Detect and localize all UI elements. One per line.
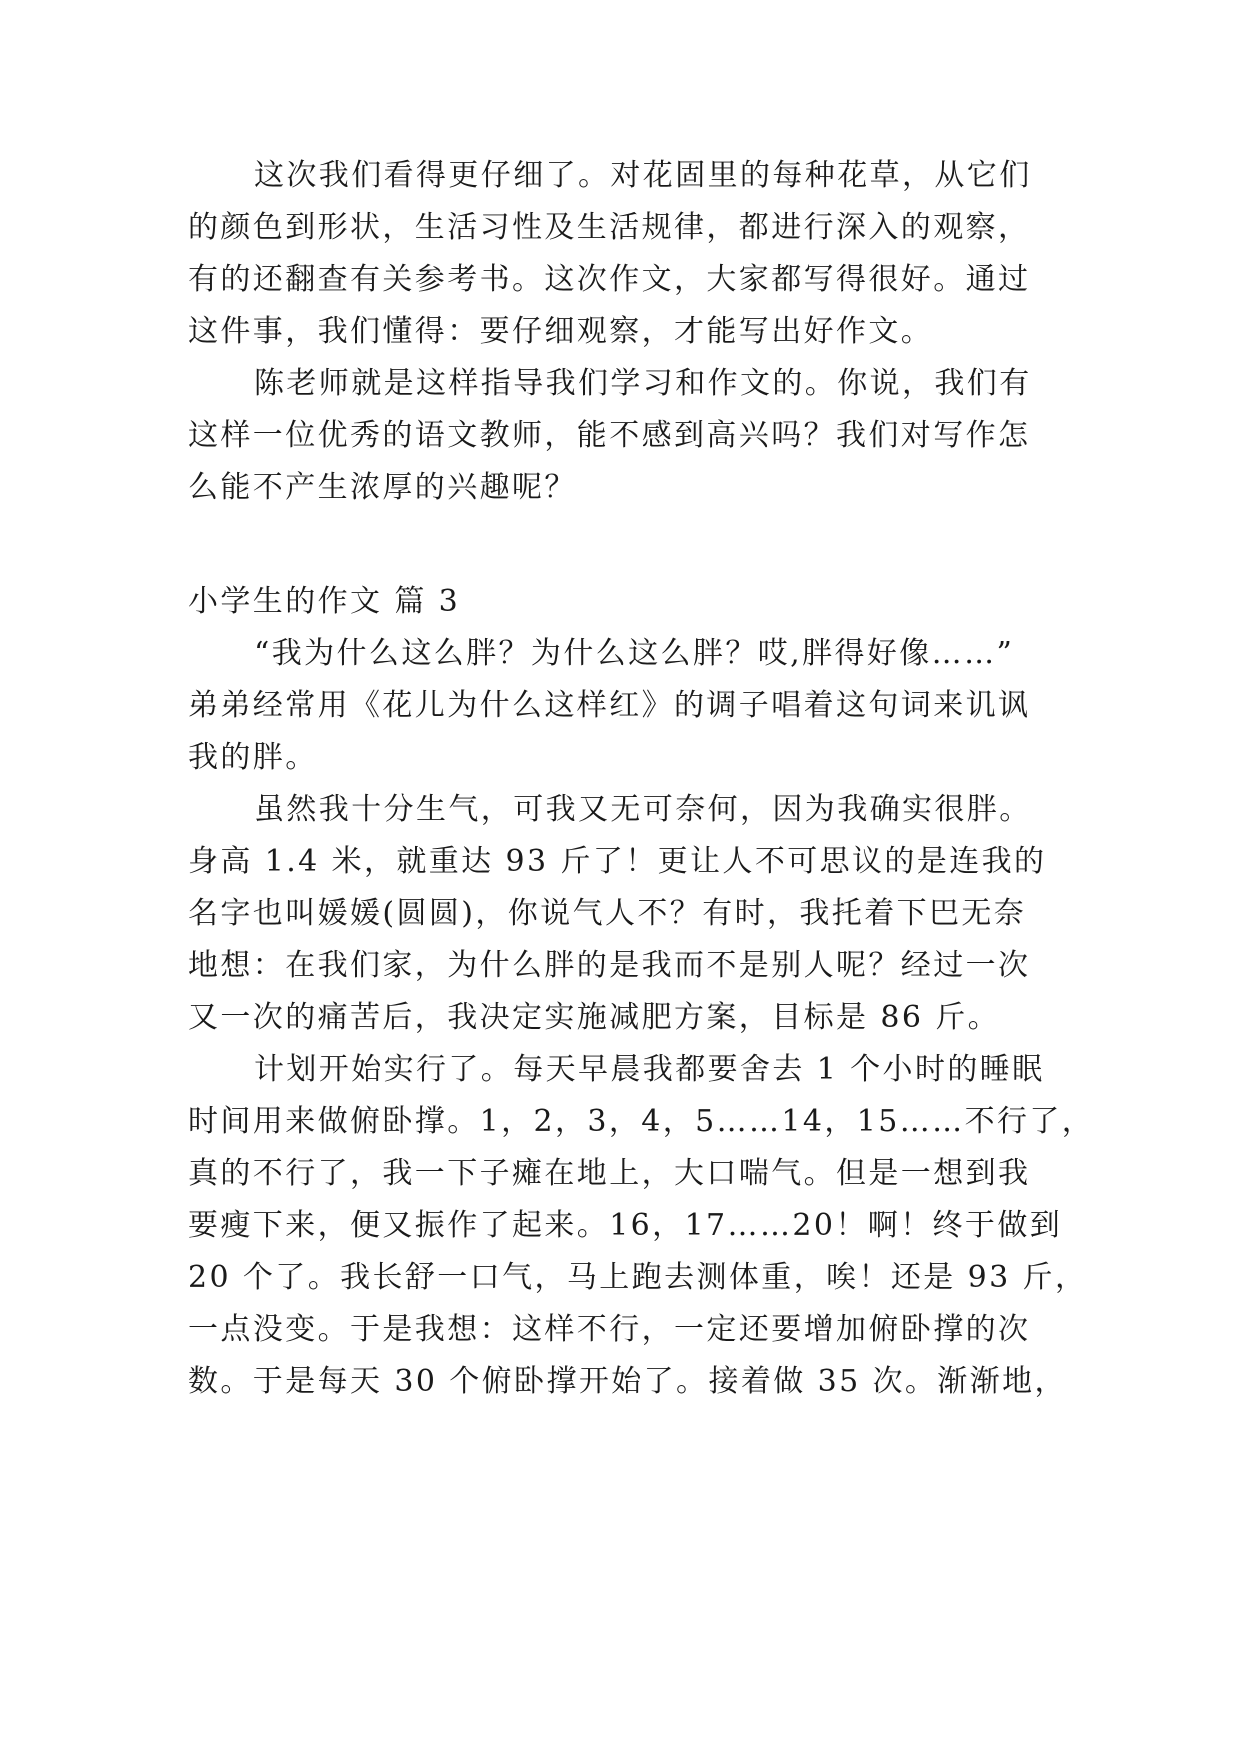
section-paragraph-3-line-1: 计划开始实行了。每天早晨我都要舍去 1 个小时的睡眠 — [254, 1052, 1045, 1087]
section-paragraph-1-line-2: 弟弟经常用《花儿为什么这样红》的调子唱着这句词来讥讽 — [188, 688, 1031, 723]
section-paragraph-3-line-3: 真的不行了，我一下子瘫在地上，大口喘气。但是一想到我 — [188, 1156, 1031, 1191]
section-paragraph-3-line-5: 20 个了。我长舒一口气，马上跑去测体重，唉！还是 93 斤， — [188, 1260, 1088, 1295]
section-paragraph-3-line-4: 要瘦下来，便又振作了起来。16，17……20！啊！终于做到 — [188, 1208, 1063, 1243]
paragraph-2-line-2: 这样一位优秀的语文教师，能不感到高兴吗？我们对写作怎 — [188, 418, 1031, 453]
section-paragraph-3-line-2: 时间用来做俯卧撑。1，2，3，4，5……14，15……不行了， — [188, 1104, 1095, 1139]
section-paragraph-2-line-4: 地想：在我们家，为什么胖的是我而不是别人呢？经过一次 — [188, 948, 1031, 983]
section-paragraph-2-line-2: 身高 1.4 米，就重达 93 斤了！更让人不可思议的是连我的 — [188, 844, 1047, 879]
section-paragraph-2-line-1: 虽然我十分生气，可我又无可奈何，因为我确实很胖。 — [254, 792, 1032, 827]
paragraph-1-line-3: 有的还翻查有关参考书。这次作文，大家都写得很好。通过 — [188, 262, 1031, 297]
paragraph-2-line-1: 陈老师就是这样指导我们学习和作文的。你说，我们有 — [254, 366, 1032, 401]
section-heading: 小学生的作文 篇 3 — [188, 584, 461, 619]
paragraph-1-line-2: 的颜色到形状，生活习性及生活规律，都进行深入的观察， — [188, 210, 1031, 245]
section-paragraph-1-line-1: “我为什么这么胖？为什么这么胖？哎,胖得好像……” — [254, 636, 1015, 671]
section-paragraph-3-line-7: 数。于是每天 30 个俯卧撑开始了。接着做 35 次。渐渐地， — [188, 1364, 1067, 1399]
section-paragraph-2-line-3: 名字也叫媛媛(圆圆)，你说气人不？有时，我托着下巴无奈 — [188, 896, 1027, 931]
paragraph-2-line-3: 么能不产生浓厚的兴趣呢？ — [188, 470, 577, 505]
paragraph-1-line-1: 这次我们看得更仔细了。对花固里的每种花草，从它们 — [254, 158, 1032, 193]
paragraph-1-line-4: 这件事，我们懂得：要仔细观察，才能写出好作文。 — [188, 314, 934, 349]
section-paragraph-1-line-3: 我的胖。 — [188, 740, 318, 775]
section-paragraph-2-line-5: 又一次的痛苦后，我决定实施减肥方案，目标是 86 斤。 — [188, 1000, 1001, 1035]
section-paragraph-3-line-6: 一点没变。于是我想：这样不行，一定还要增加俯卧撑的次 — [188, 1312, 1031, 1347]
